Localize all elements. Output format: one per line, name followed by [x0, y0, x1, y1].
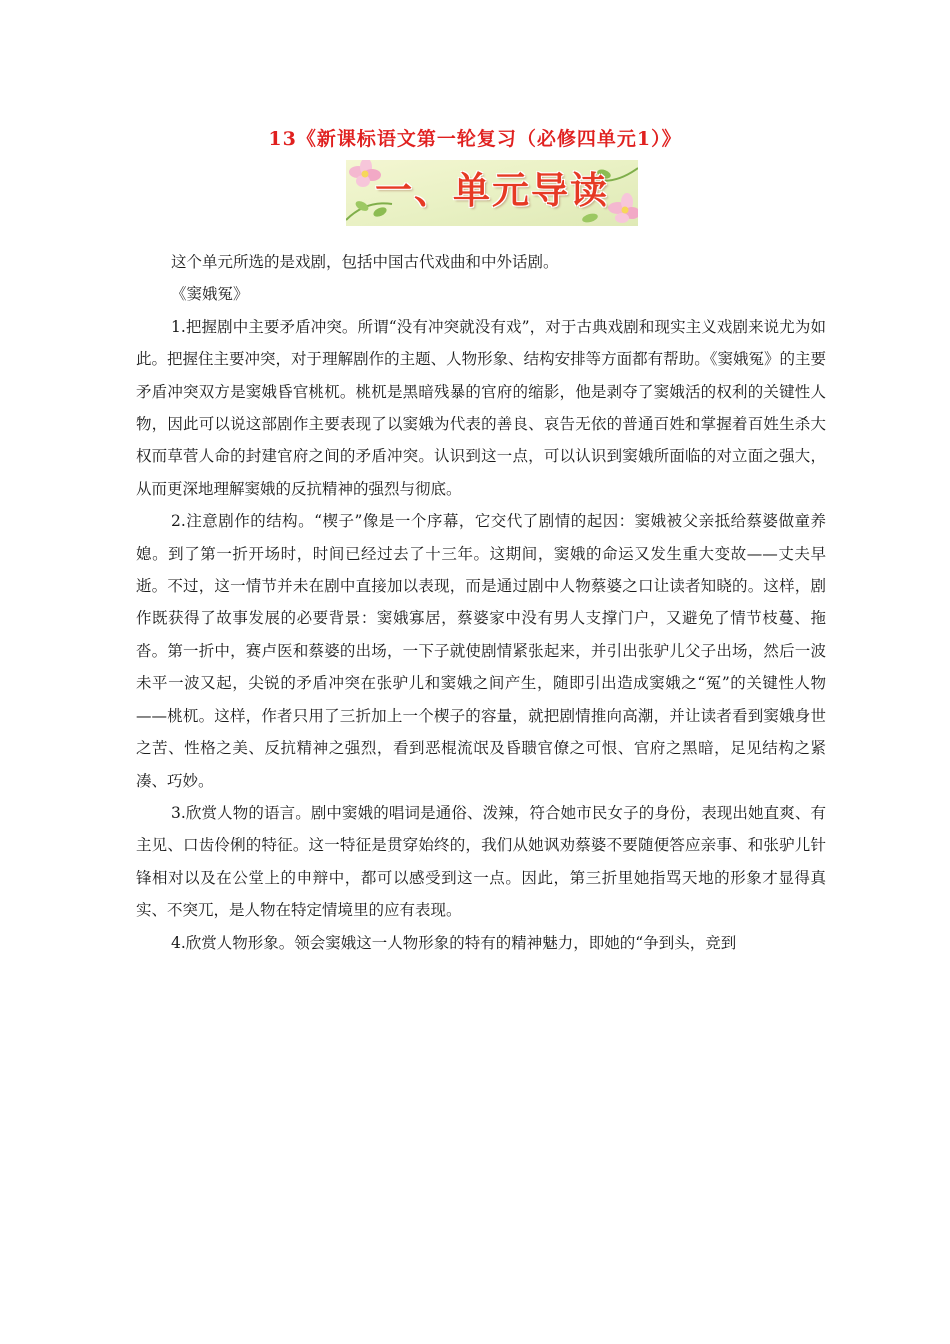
- paragraph-3: 3.欣赏人物的语言。剧中窦娥的唱词是通俗、泼辣，符合她市民女子的身份，表现出她直爽、有主见、口齿伶俐的特征。这一特征是贯穿始终的，我们从她讽劝蔡婆不要随便答应亲事、和张驴儿针锋相对以及在公堂上的申辩中，都可以感受到这一点。因此，第三折里她指骂天地的形象才显得真实、不突兀，是人物在特定情境里的应有表现。: [136, 803, 826, 920]
- banner-label: 一、单元导读: [375, 169, 609, 212]
- document-title: 13《新课标语文第一轮复习（必修四单元1）》: [268, 128, 682, 150]
- work-title: 《窦娥冤》: [171, 285, 249, 304]
- intro-paragraph: 这个单元所选的是戏剧，包括中国古代戏曲和中外话剧。: [171, 253, 559, 271]
- paragraph-2: 2.注意剧作的结构。“楔子”像是一个序幕，它交代了剧情的起因：窦娥被父亲抵给蔡婆做童养媳。到了第一折开场时，时间已经过去了十三年。这期间，窦娥的命运又发生重大变故——丈夫早逝。不过，这一情节并未在剧中直接加以表现，而是通过剧中人物蔡婆之口让读者知晓的。这样，剧作既获得了故事发展的必要背景：窦娥寡居，蔡婆家中没有男人支撑门户，又避免了情节枝蔓、拖沓。第一折中，赛卢医和蔡婆的出场，一下子就使剧情紧张起来，并引出张驴儿父子出场，然后一波未平一波又起，尖锐的矛盾冲突在张驴儿和窦娥之间产生，随即引出造成窦娥之“冤”的关键性人物——桃杌。这样，作者只用了三折加上一个楔子的容量，就把剧情推向高潮，并让读者看到窦娥身世之苦、性格之美、反抗精神之强烈，看到恶棍流氓及昏聩官僚之可恨、官府之黑暗，足见结构之紧凑、巧妙。: [136, 512, 826, 790]
- paragraph-4: 4.欣赏人物形象。领会窦娥这一人物形象的特有的精神魅力，即她的“争到头，竞到: [171, 933, 737, 952]
- paragraph-1: 1.把握剧中主要矛盾冲突。所谓“没有冲突就没有戏”，对于古典戏剧和现实主义戏剧来说尤为如此。把握住主要冲突，对于理解剧作的主题、人物形象、结构安排等方面都有帮助。《窦娥冤》的主要矛盾冲突双方是窦娥昏官桃杌。桃杌是黑暗残暴的官府的缩影，他是剥夺了窦娥活的权利的关键性人物，因此可以说这部剧作主要表现了以窦娥为代表的善良、哀告无依的普通百姓和掌握着百姓生杀大权而草菅人命的封建官府之间的矛盾冲突。认识到这一点，可以认识到窦娥所面临的对立面之强大，从而更深地理解窦娥的反抗精神的强烈与彻底。: [136, 317, 826, 498]
- section-banner: [346, 160, 638, 226]
- document-body: [136, 246, 826, 959]
